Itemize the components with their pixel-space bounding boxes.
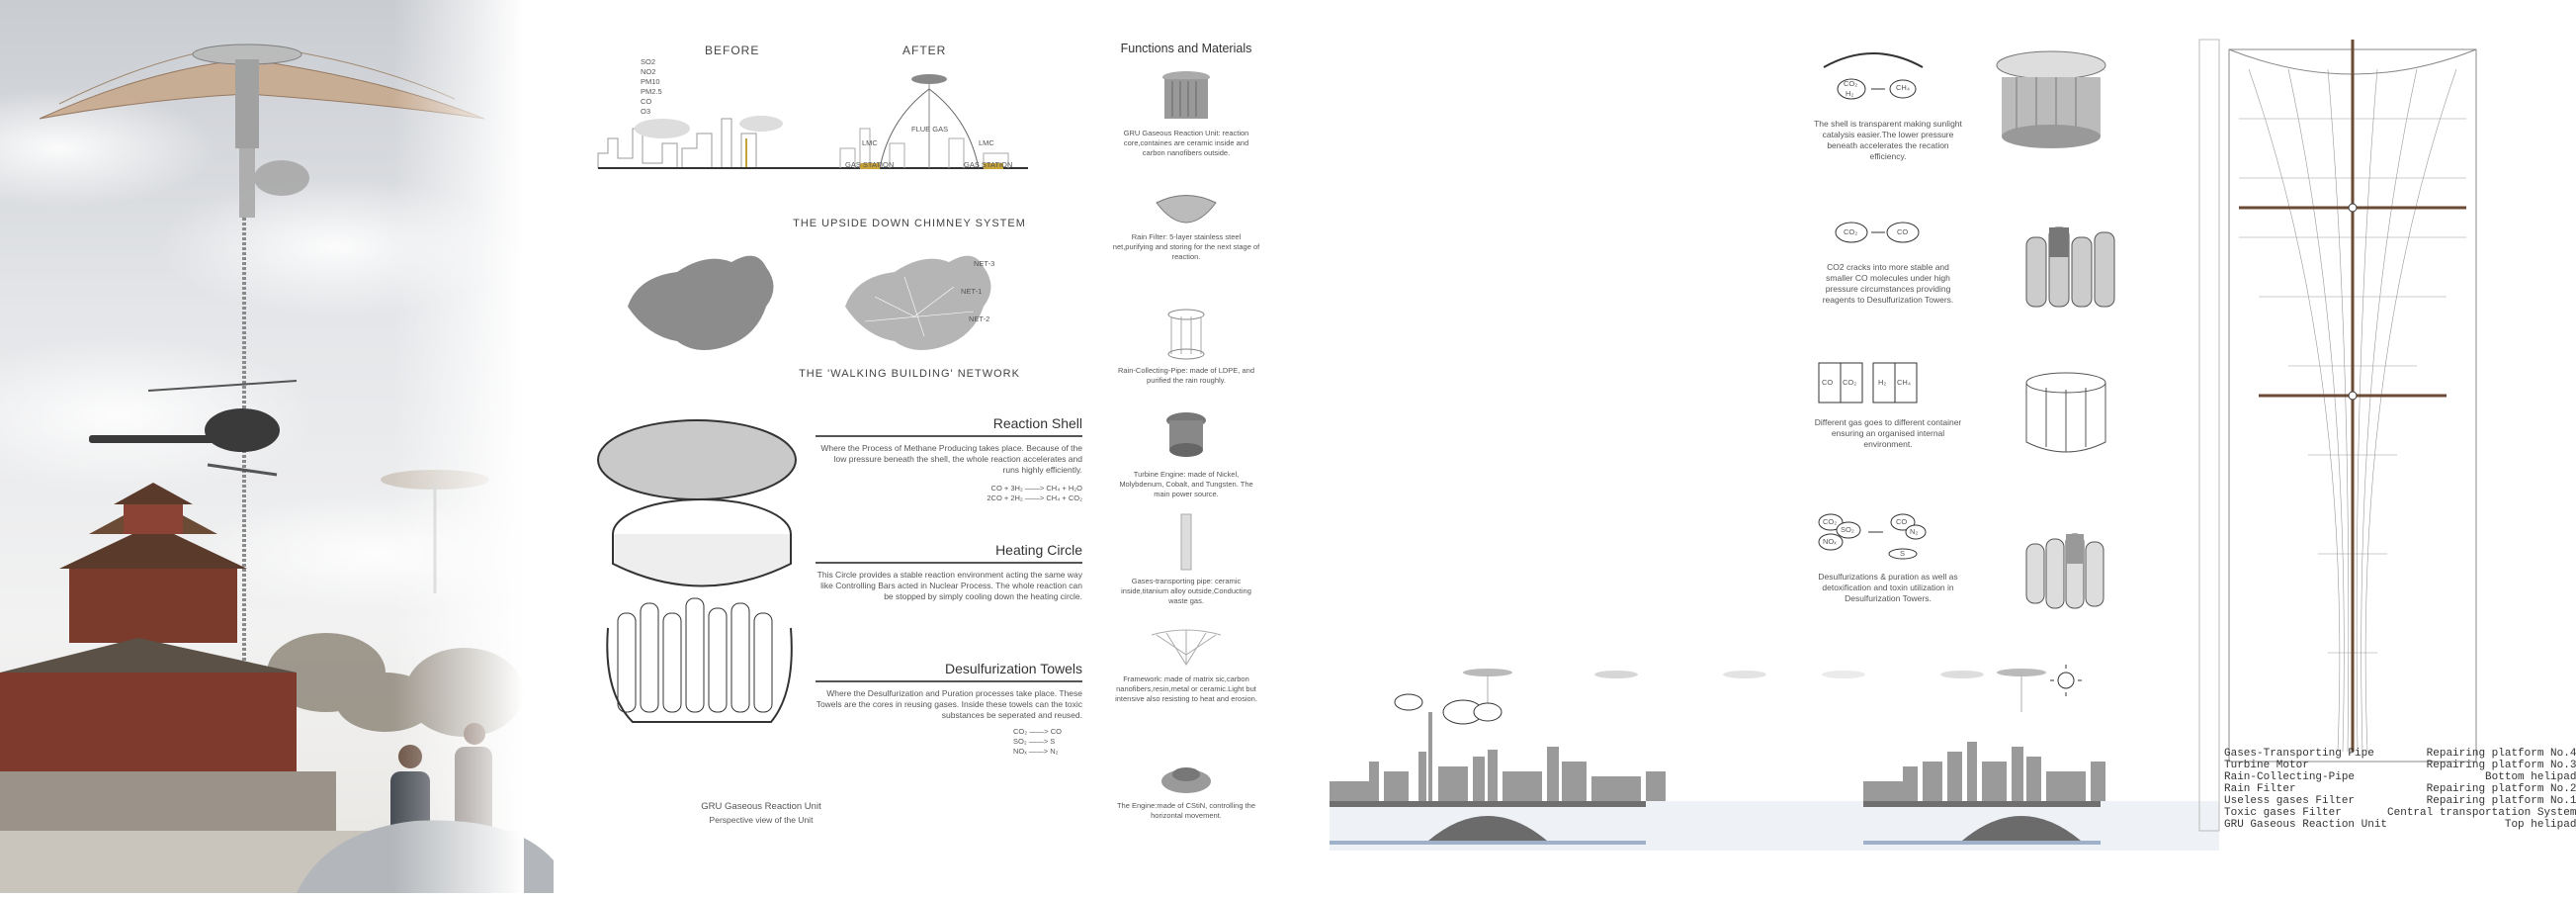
- step-text: CO2 cracks into more stable and smaller CO molecules under high pressure circumstances providing reagents to Desulfurization Towers.: [1822, 262, 1954, 305]
- engine-icon: [1157, 757, 1216, 796]
- legend-item: Toxic gases Filter: [2224, 807, 2342, 819]
- molecule-label: H₂: [1878, 378, 1887, 387]
- unit-caption-sub: Perspective view of the Unit: [709, 815, 814, 825]
- network-title: THE 'WALKING BUILDING' NETWORK: [799, 368, 1020, 380]
- function-item: [1112, 512, 1260, 606]
- pollutant-label: PM10: [641, 77, 660, 86]
- step-text: Desulfurizations & puration as well as detoxification and toxin utilization in Desulfurization Towers.: [1818, 572, 1958, 603]
- molecule-label: SO₂: [1841, 525, 1854, 534]
- molecule-label: CO: [1896, 517, 1908, 526]
- legend-item: Repairing platform No.3: [2426, 760, 2576, 771]
- section-title: Reaction Shell: [992, 415, 1082, 431]
- chimney-title: THE UPSIDE DOWN CHIMNEY SYSTEM: [793, 218, 1026, 229]
- process-step: [1814, 47, 2150, 176]
- step-text: The shell is transparent making sunlight catalysis easier.The lower pressure beneath accelerates the recation efficiency.: [1814, 119, 1962, 161]
- function-text: The Engine:made of CStiN, controlling the horizontal movement.: [1116, 801, 1256, 820]
- process-step: [1814, 208, 2150, 336]
- section-body: This Circle provides a stable reaction environment acting the same way like Controlling Bars acted in Nuclear Process. The whole reaction can be stopped by simply cooling down the heating circle.: [816, 570, 1082, 601]
- process-step: [1809, 504, 2145, 633]
- gas-station-right-label: GAS STATION: [964, 160, 1013, 169]
- legend-item: Bottom helipad: [2485, 771, 2576, 783]
- function-text: Gases-transporting pipe: ceramic inside,titanium alloy outside,Conducting waste gas.: [1121, 577, 1251, 605]
- before-after-diagram: [593, 59, 1028, 208]
- rain-filter-icon: [1152, 188, 1221, 227]
- molecule-label: CH₄: [1897, 378, 1911, 387]
- molecule-label: CO₂: [1844, 227, 1858, 236]
- equation: NOₓ ——> N₂: [1013, 747, 1059, 756]
- net-label: NET-2: [969, 314, 990, 323]
- reaction-unit-render: [2012, 368, 2120, 467]
- molecule-label: NOₓ: [1823, 537, 1837, 546]
- legend-item: Rain-Collecting-Pipe: [2224, 771, 2356, 783]
- pollutant-label: O3: [641, 107, 651, 116]
- turbine-icon: [1161, 410, 1211, 465]
- equation: CO + 3H₂ ——> CH₄ + H₂O: [990, 484, 1082, 493]
- render-panel: [0, 0, 524, 893]
- render-illustration: [0, 0, 524, 893]
- molecule-label: CO: [1897, 227, 1909, 236]
- pollutant-label: PM2.5: [641, 87, 662, 96]
- section-title: Heating Circle: [995, 542, 1082, 558]
- net-label: NET-3: [974, 259, 995, 268]
- legend-right-col: [2387, 748, 2576, 831]
- equation: 2CO + 2H₂ ——> CH₄ + CO₂: [987, 494, 1082, 502]
- net-label: NET-1: [961, 287, 983, 296]
- flue-gas-label: FLUE GAS: [911, 125, 949, 134]
- function-text: Framework: made of matrix sic,carbon nanofibers,resin,metal or ceramic.Light but intensive also resisting to heat and erosion.: [1115, 674, 1257, 703]
- legend-item: Repairing platform No.1: [2426, 795, 2576, 807]
- pollutant-label: NO2: [641, 67, 656, 76]
- molecule-label: CO₂: [1823, 517, 1838, 526]
- step-text: Different gas goes to different container ensuring an organised internal environment.: [1814, 417, 1962, 449]
- molecule-label: CO: [1822, 378, 1834, 387]
- function-text: Turbine Engine: made of Nickel, Molybdenum, Cobalt, and Tungsten. The main power source.: [1119, 470, 1253, 498]
- molecule-label: H₂: [1846, 89, 1854, 98]
- legend-item: Rain Filter: [2224, 783, 2296, 795]
- equation: SO₂ ——> S: [1013, 737, 1056, 746]
- section-body: Where the Process of Methane Producing takes place. Because of the low pressure beneath the shell, the whole reaction accelerates and runs highly efficiently.: [820, 443, 1082, 475]
- function-item: [1112, 307, 1260, 386]
- function-text: GRU Gaseous Reaction Unit: reaction core,containes are ceramic inside and carbon nanofibers outside.: [1123, 129, 1249, 157]
- legend-item: Central transportation System: [2387, 807, 2576, 819]
- legend-left-col: [2224, 748, 2387, 831]
- legend-item: Top helipad: [2504, 819, 2576, 831]
- function-item: [1112, 410, 1260, 499]
- molecule-label: N₂: [1910, 527, 1919, 536]
- unit-exploded-drawing: [593, 415, 811, 752]
- equation: CO₂ ——> CO: [1013, 727, 1062, 736]
- legend-item: Useless gases Filter: [2224, 795, 2356, 807]
- legend-item: Gases-Transporting Pipe: [2224, 748, 2374, 760]
- gas-pipe-icon: [1171, 512, 1201, 572]
- china-maps: [618, 237, 1033, 366]
- sun-icon: [2050, 665, 2082, 696]
- section-title: Desulfurization Towels: [944, 661, 1082, 676]
- function-text: Rain Filter: 5-layer stainless steel net,purifying and storing for the next stage of reaction.: [1112, 232, 1260, 261]
- molecule-label: S: [1900, 549, 1906, 558]
- unit-caption-title: GRU Gaseous Reaction Unit: [701, 801, 821, 812]
- function-item: [1112, 69, 1260, 158]
- molecule-label: CO₂: [1844, 79, 1858, 88]
- section-heating-circle: [816, 542, 1082, 602]
- section-body: Where the Desulfurization and Puration processes take place. These Towels are the cores in reusing gases. Inside these towels can the toxic substances be seperated and reused.: [816, 688, 1082, 720]
- function-item: [1112, 757, 1260, 821]
- lmc-left-label: LMC: [862, 138, 878, 147]
- reaction-unit-render: [2012, 524, 2120, 623]
- reaction-unit-icon: [1157, 69, 1216, 124]
- framework-icon: [1147, 625, 1226, 670]
- functions-title: Functions and Materials: [1120, 42, 1252, 55]
- legend: [2224, 748, 2576, 831]
- before-label: BEFORE: [705, 44, 760, 57]
- function-text: Rain-Collecting-Pipe: made of LDPE, and purified the rain roughly.: [1118, 366, 1254, 385]
- pollutant-label: CO: [641, 97, 652, 106]
- co2-crack-icon: [1814, 208, 1932, 247]
- section-desulfurization: [816, 661, 1082, 757]
- molecule-label: CH₄: [1896, 83, 1910, 92]
- reaction-molecule-icon: [1814, 47, 1932, 107]
- after-label: AFTER: [902, 44, 947, 57]
- function-item: [1112, 625, 1260, 704]
- reaction-unit-render: [1992, 47, 2110, 156]
- function-item: [1112, 188, 1260, 262]
- legend-item: Turbine Motor: [2224, 760, 2309, 771]
- gas-station-left-label: GAS STATION: [845, 160, 895, 169]
- skyline-strip: [1330, 653, 2219, 851]
- pollutant-label: SO2: [641, 57, 656, 66]
- legend-item: Repairing platform No.4: [2426, 748, 2576, 760]
- lmc-right-label: LMC: [979, 138, 994, 147]
- tower-section-drawing: [2199, 40, 2506, 831]
- legend-item: GRU Gaseous Reaction Unit: [2224, 819, 2388, 831]
- legend-item: Repairing platform No.2: [2426, 783, 2576, 795]
- section-reaction-shell: [816, 415, 1082, 503]
- rain-pipe-icon: [1161, 307, 1211, 361]
- reaction-unit-render: [2012, 218, 2120, 326]
- process-step: [1814, 358, 2150, 487]
- molecule-label: CO₂: [1843, 378, 1857, 387]
